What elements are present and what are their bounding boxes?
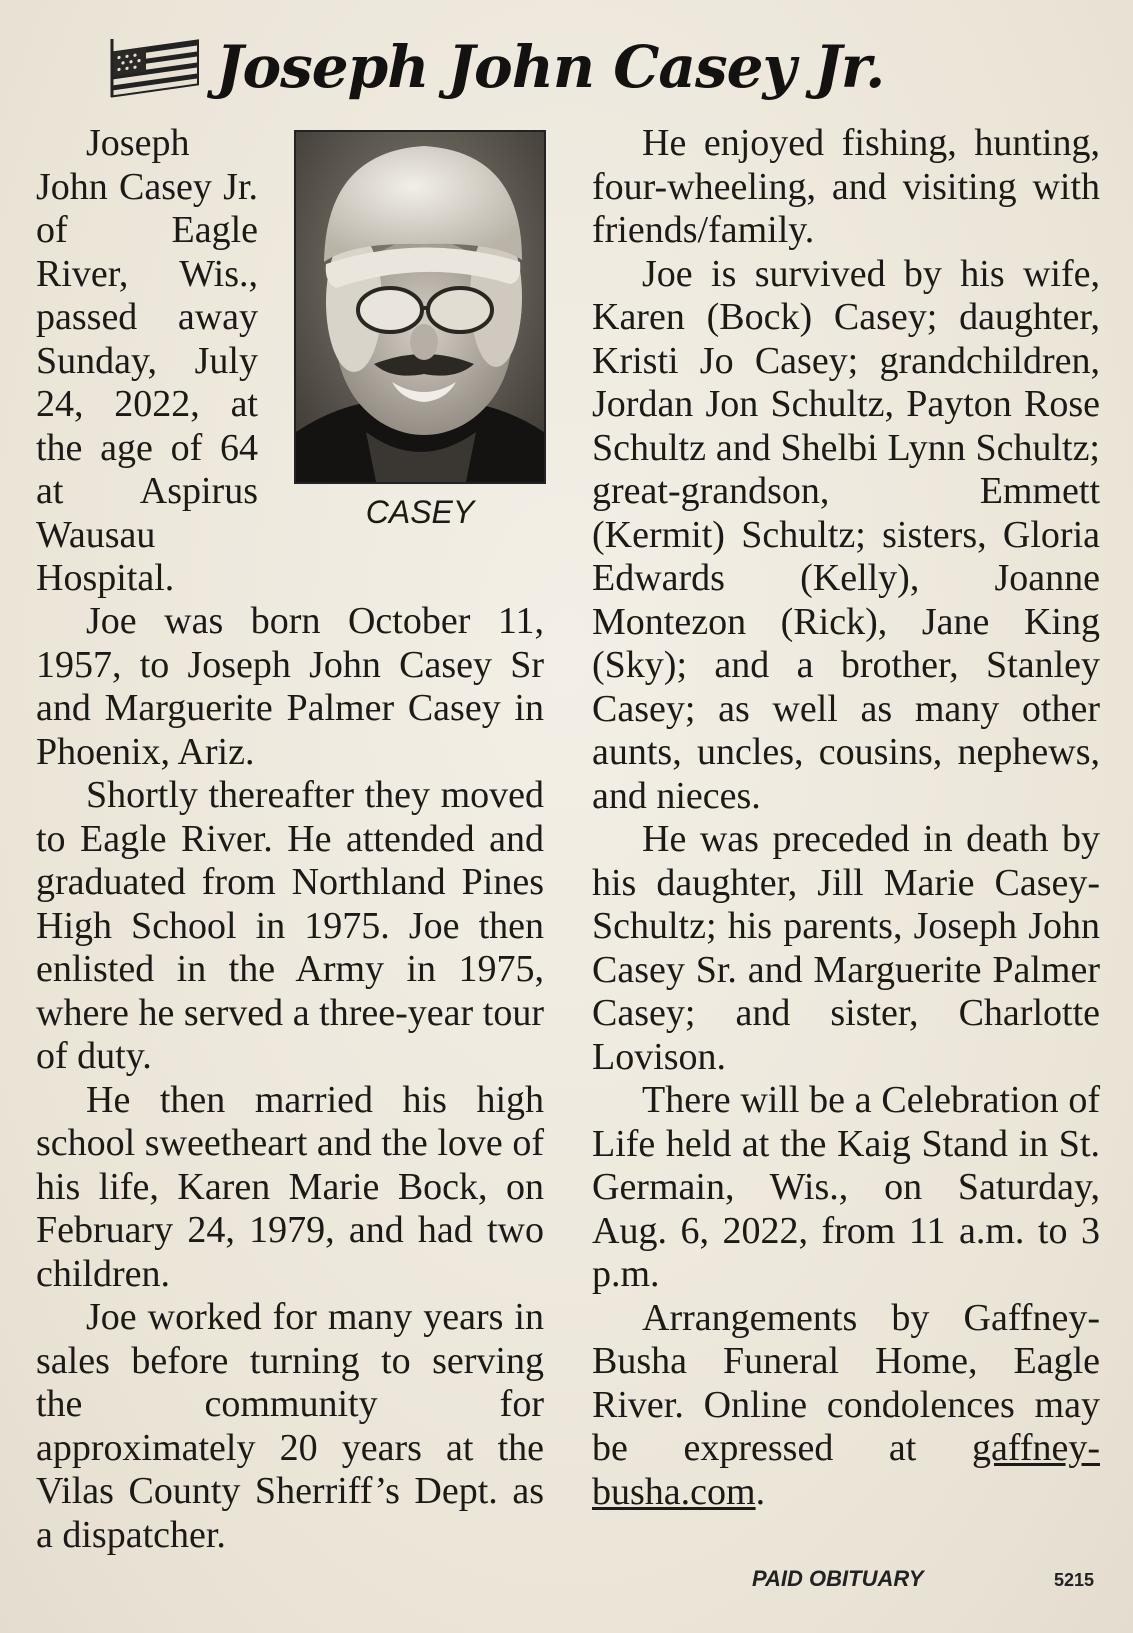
- hobbies-paragraph: He enjoyed fishing, hunting, four-wheeling, and visiting with friends/family.: [592, 122, 1100, 251]
- obituary-title: Joseph John Casey Jr.: [216, 33, 885, 101]
- obituary-headline: [108, 22, 1008, 112]
- celebration-paragraph: There will be a Celebration of Life held at the Kaig Stand in St. Germain, Wis., on Saturday, Aug. 6, 2022, from 11 a.m. to 3 p.m.: [592, 1079, 1100, 1295]
- birth-paragraph: Joe was born October 11, 1957, to Joseph John Casey Sr and Marguerite Palmer Casey in Phoenix, Ariz.: [36, 600, 544, 773]
- right-column: [592, 122, 1100, 1514]
- intro-paragraph: Joseph John Casey Jr. of Eagle River, Wis., passed away Sunday, July 24, 2022, at the age of 64 at Aspirus Wausau Hospital.: [36, 122, 258, 599]
- survivors-paragraph: Joe is survived by his wife, Karen (Bock) Casey; daughter, Kristi Jo Casey; grandchildren, Jordan Jon Schultz, Payton Rose Schultz and Shelbi Lynn Schultz; great-grandson, Emmett (Kermit) Schultz; sisters, Gloria Edwards (Kelly), Joanne Montezon (Rick), Jane King (Sky); and a brother, Stanley Casey; as well as many other aunts, uncles, cousins, nephews, and nieces.: [592, 252, 1100, 817]
- preceded-paragraph: He was preceded in death by his daughter, Jill Marie Casey-Schultz; his parents, Joseph John Casey Sr. and Marguerite Palmer Casey; and sister, Charlotte Lovison.: [592, 818, 1100, 1078]
- portrait-photo: [294, 130, 546, 484]
- left-column: [36, 600, 544, 1557]
- career-paragraph: Joe worked for many years in sales before turning to serving the community for approximately 20 years at the Vilas County Sherriff’s Dept. as a dispatcher.: [36, 1296, 544, 1556]
- arrangements-paragraph: [592, 1297, 1100, 1515]
- funeral-home-link[interactable]: gaffney-busha.com: [592, 1427, 1100, 1513]
- school-army-paragraph: Shortly thereafter they moved to Eagle River. He attended and graduated from Northland Pines High School in 1975. Joe then enlisted in the Army in 1975, where he served a three-year tour of duty.: [36, 774, 544, 1077]
- intro-column: [36, 122, 258, 601]
- arrangements-text: Arrangements by Gaffney-Busha Funeral Home, Eagle River. Online condolences may be expressed at: [592, 1296, 1100, 1469]
- american-flag-icon: [108, 35, 204, 99]
- paid-obituary-label: PAID OBITUARY: [752, 1566, 924, 1591]
- arrangements-end: .: [755, 1470, 766, 1513]
- ad-code: 5215: [1054, 1570, 1095, 1590]
- photo-caption: CASEY: [365, 494, 475, 530]
- portrait-image: [296, 132, 544, 482]
- marriage-paragraph: He then married his high school sweetheart and the love of his life, Karen Marie Bock, on February 24, 1979, and had two children.: [36, 1078, 544, 1295]
